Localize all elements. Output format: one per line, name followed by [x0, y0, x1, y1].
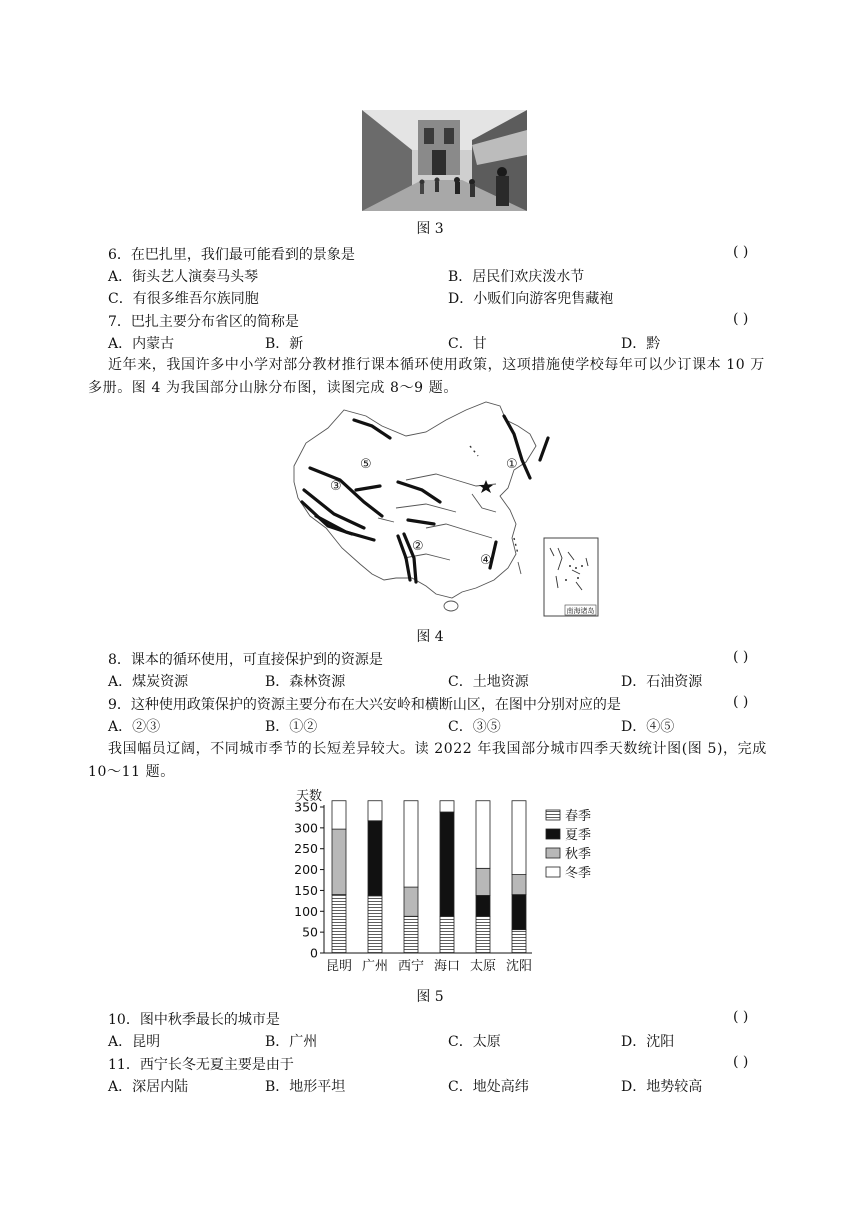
chart-ylabel: 天数 — [296, 789, 323, 804]
chart-x-tick-label: 沈阳 — [505, 959, 533, 974]
question-8-option-d: D．石油资源 — [621, 674, 703, 690]
bar-segment-冬季 — [512, 801, 526, 875]
legend-label: 夏季 — [565, 828, 592, 843]
question-11-stem: 11．西宁长冬无夏主要是由于 — [108, 1057, 294, 1073]
figure-5-caption: 图 5 — [416, 989, 444, 1005]
question-8-stem: 8．课本的循环使用，可直接保护到的资源是 — [108, 652, 383, 668]
bar-segment-春季 — [404, 916, 418, 953]
map-inset-label: 南海诸岛 — [566, 607, 595, 615]
map-marker-3: ③ — [330, 479, 342, 494]
legend-label: 冬季 — [565, 866, 592, 881]
map-marker-1: ① — [506, 457, 518, 472]
bar-segment-夏季 — [368, 821, 382, 896]
question-8-answer-bracket: ( ) — [733, 649, 749, 665]
chart-x-tick-label: 海口 — [433, 959, 461, 974]
chart-y-tick-label: 150 — [294, 882, 318, 898]
question-6-option-c: C．有很多维吾尔族同胞 — [108, 291, 259, 307]
chart-y-tick-label: 50 — [302, 924, 318, 940]
figure-4-caption: 图 4 — [416, 629, 444, 645]
bar-segment-冬季 — [440, 801, 454, 812]
question-9-option-b: B．①② — [265, 719, 318, 735]
chart-x-tick-label: 太原 — [469, 959, 497, 974]
season-days-chart — [284, 786, 634, 976]
legend-label: 秋季 — [565, 847, 592, 862]
question-10-answer-bracket: ( ) — [733, 1009, 749, 1025]
question-11-option-b: B．地形平坦 — [265, 1079, 346, 1095]
question-10-option-a: A．昆明 — [108, 1034, 161, 1050]
question-8-option-c: C．土地资源 — [448, 674, 529, 690]
bar-segment-冬季 — [368, 801, 382, 821]
bar-segment-春季 — [440, 916, 454, 953]
question-7-option-c: C．甘 — [448, 336, 487, 352]
legend-label: 春季 — [565, 809, 592, 824]
intro-paragraph-2-line-1: 我国幅员辽阔，不同城市季节的长短差异较大。读 2022 年我国部分城市四季天数统计图(图 5)，完成 — [108, 741, 767, 757]
question-11-option-d: D．地势较高 — [621, 1079, 703, 1095]
question-7-answer-bracket: ( ) — [733, 311, 749, 327]
question-9-option-d: D．④⑤ — [621, 719, 675, 735]
bar-segment-春季 — [512, 930, 526, 953]
bar-segment-夏季 — [476, 895, 490, 916]
china-mountain-map — [286, 398, 608, 620]
bar-segment-春季 — [476, 916, 490, 953]
question-11-option-c: C．地处高纬 — [448, 1079, 529, 1095]
chart-x-tick-label: 西宁 — [397, 959, 425, 974]
question-9-stem: 9．这种使用政策保护的资源主要分布在大兴安岭和横断山区，在图中分别对应的是 — [108, 697, 621, 713]
question-8-option-a: A．煤炭资源 — [108, 674, 189, 690]
chart-x-tick-label: 广州 — [361, 959, 389, 974]
question-11-answer-bracket: ( ) — [733, 1054, 749, 1070]
question-8-option-b: B．森林资源 — [265, 674, 346, 690]
question-9-option-a: A．②③ — [108, 719, 161, 735]
question-7-stem: 7．巴扎主要分布省区的简称是 — [108, 314, 299, 330]
chart-y-tick-label: 250 — [294, 841, 318, 857]
question-9-option-c: C．③⑤ — [448, 719, 501, 735]
bar-segment-秋季 — [404, 887, 418, 916]
intro-paragraph-2-line-2: 10～11 题。 — [88, 764, 175, 780]
bar-segment-秋季 — [476, 868, 490, 895]
chart-y-tick-label: 300 — [294, 820, 318, 836]
question-6-option-a: A．街头艺人演奏马头琴 — [108, 269, 259, 285]
question-10-option-b: B．广州 — [265, 1034, 318, 1050]
bar-segment-冬季 — [404, 801, 418, 887]
question-6-answer-bracket: ( ) — [733, 244, 749, 260]
question-11-option-a: A．深居内陆 — [108, 1079, 189, 1095]
intro-paragraph-1-line-1: 近年来，我国许多中小学对部分教材推行课本循环使用政策，这项措施使学校每年可以少订课本 10 万 — [108, 357, 765, 373]
bar-segment-春季 — [332, 895, 346, 953]
chart-y-tick-label: 350 — [294, 799, 318, 815]
figure-3-caption: 图 3 — [416, 221, 444, 237]
intro-paragraph-1-line-2: 多册。图 4 为我国部分山脉分布图，读图完成 8～9 题。 — [88, 380, 458, 396]
bar-segment-秋季 — [512, 875, 526, 895]
bar-segment-秋季 — [332, 829, 346, 894]
bazaar-street-photo — [362, 110, 527, 211]
legend-swatch — [546, 848, 560, 858]
map-marker-2: ② — [412, 539, 424, 554]
bar-segment-春季 — [368, 896, 382, 953]
chart-y-tick-label: 0 — [310, 945, 318, 961]
chart-x-tick-label: 昆明 — [325, 959, 353, 974]
question-7-option-d: D．黔 — [621, 336, 661, 352]
question-6-option-b: B．居民们欢庆泼水节 — [448, 269, 585, 285]
question-10-option-c: C．太原 — [448, 1034, 501, 1050]
question-10-option-d: D．沈阳 — [621, 1034, 675, 1050]
question-9-answer-bracket: ( ) — [733, 694, 749, 710]
chart-y-tick-label: 100 — [294, 903, 318, 919]
map-marker-4: ④ — [480, 553, 492, 568]
map-marker-5: ⑤ — [360, 457, 372, 472]
legend-swatch — [546, 867, 560, 877]
legend-swatch — [546, 829, 560, 839]
bar-segment-冬季 — [332, 801, 346, 829]
chart-y-tick-label: 200 — [294, 862, 318, 878]
question-10-stem: 10．图中秋季最长的城市是 — [108, 1012, 280, 1028]
question-6-option-d: D．小贩们向游客兜售藏袍 — [448, 291, 614, 307]
question-7-option-a: A．内蒙古 — [108, 336, 175, 352]
legend-swatch — [546, 810, 560, 820]
bar-segment-冬季 — [476, 801, 490, 869]
bar-segment-夏季 — [440, 812, 454, 916]
bar-segment-夏季 — [512, 895, 526, 930]
question-7-option-b: B．新 — [265, 336, 304, 352]
question-6-stem: 6．在巴扎里，我们最可能看到的景象是 — [108, 247, 355, 263]
